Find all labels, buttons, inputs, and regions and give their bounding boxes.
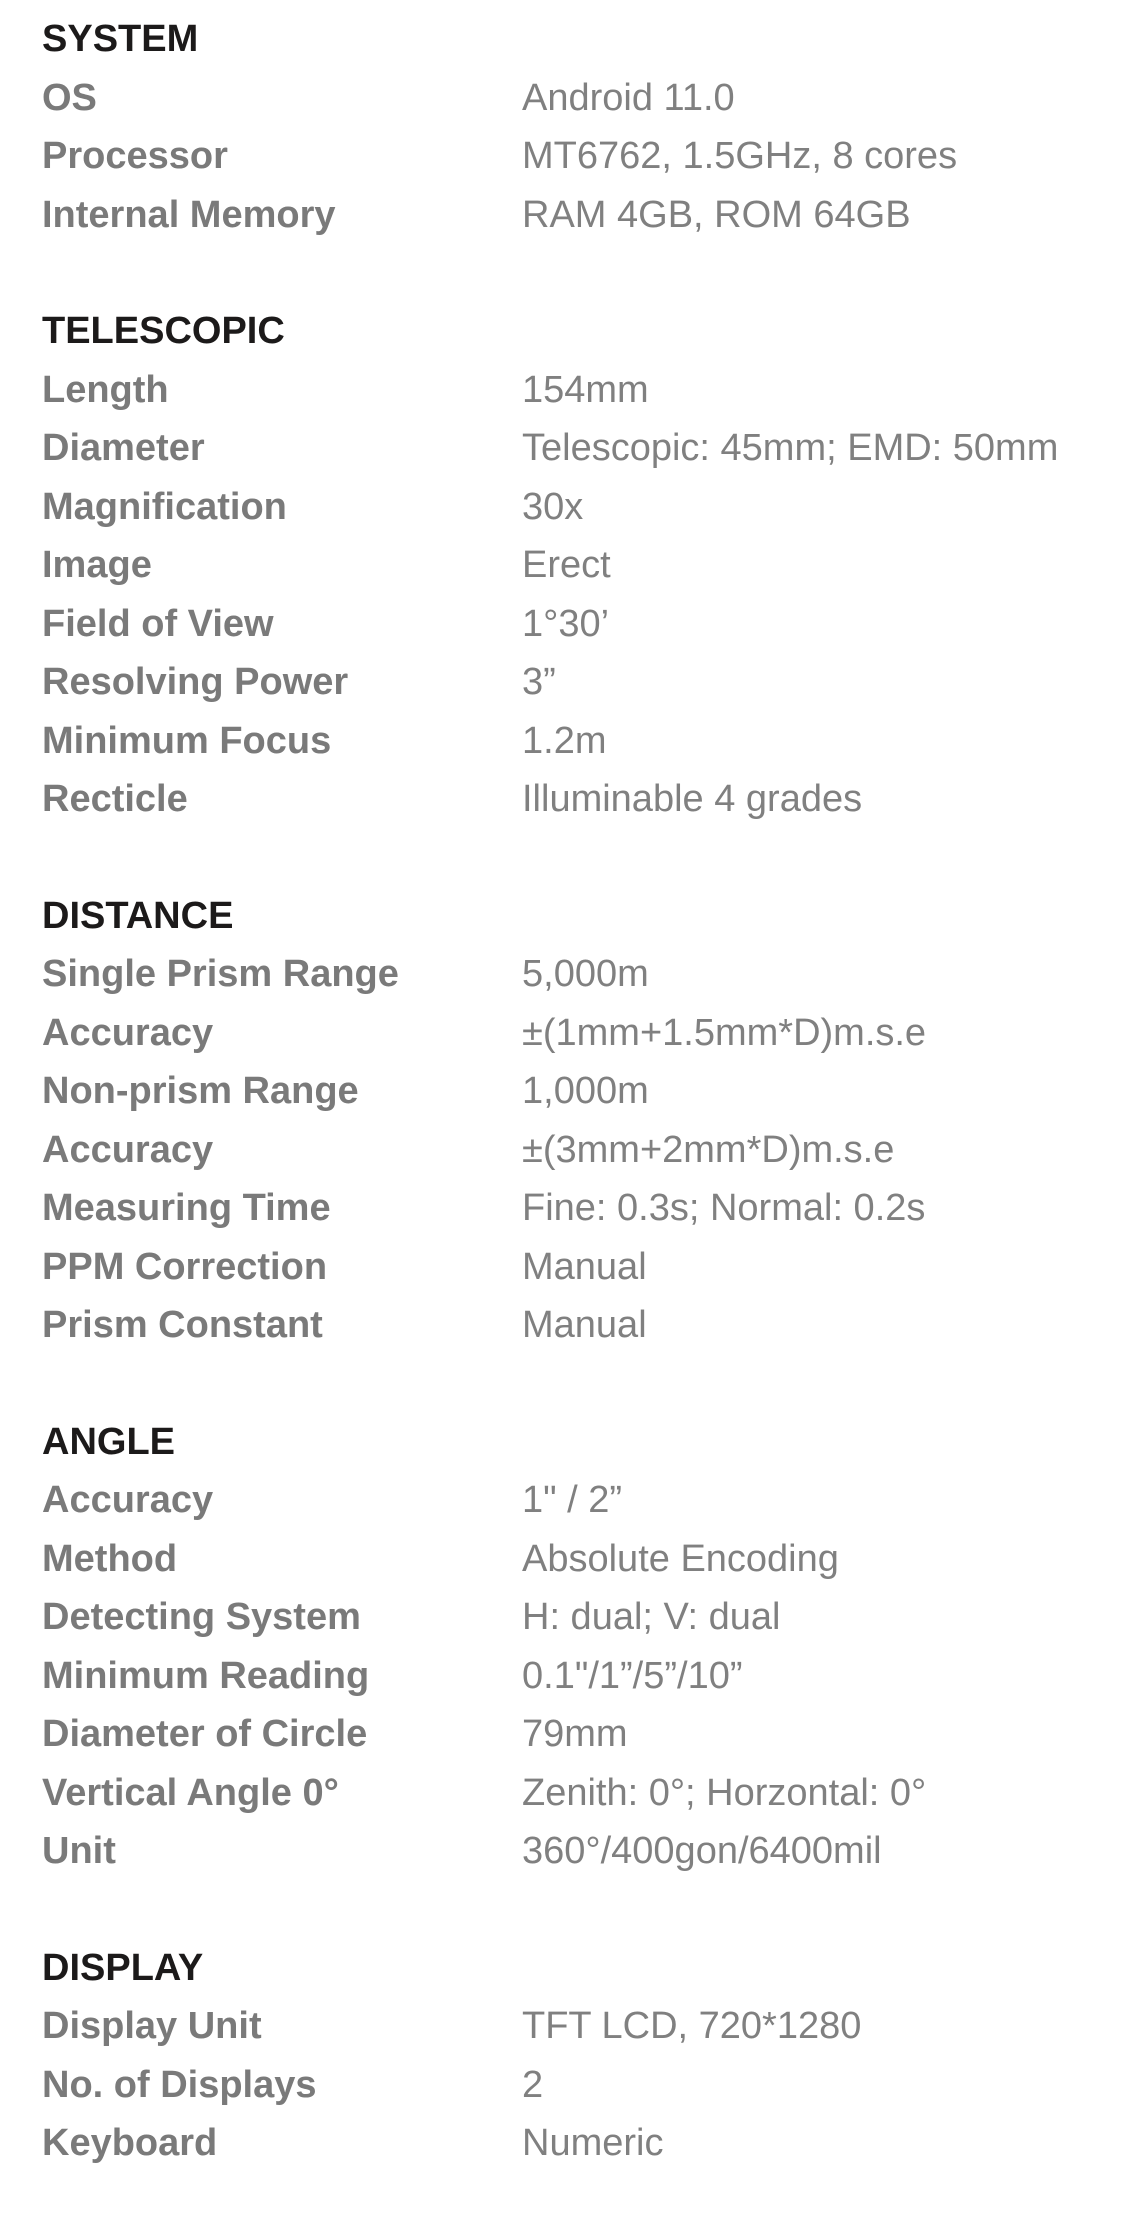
spec-value: 5,000m — [522, 953, 649, 995]
spec-label: Unit — [42, 1830, 116, 1872]
spec-row-diameter — [42, 419, 1122, 478]
spec-value: 1" / 2” — [522, 1479, 623, 1521]
spec-row-minimum-reading — [42, 1647, 1122, 1706]
spec-label: Image — [42, 544, 152, 586]
spec-value: 154mm — [522, 368, 649, 411]
section-title: ANGLE — [42, 1420, 175, 1463]
spec-sheet — [42, 10, 1122, 2231]
spec-label: Accuracy — [42, 1011, 214, 1054]
section-title: SYSTEM — [42, 18, 199, 60]
spec-row-number-of-displays — [42, 2056, 1122, 2115]
spec-row-ppm-correction — [42, 1238, 1122, 1297]
spec-label: Accuracy — [42, 1479, 214, 1521]
spec-value: H: dual; V: dual — [522, 1596, 781, 1638]
spec-label: Magnification — [42, 485, 287, 528]
spec-label: Diameter — [42, 427, 205, 469]
spec-row-non-prism-range — [42, 1062, 1122, 1121]
spec-value: 1.2m — [522, 719, 607, 762]
spec-label: OS — [42, 76, 97, 119]
spec-value: Erect — [522, 544, 611, 586]
spec-row-os — [42, 69, 1122, 128]
spec-value: Manual — [522, 1304, 647, 1346]
spec-label: No. of Displays — [42, 2063, 317, 2106]
section-title: TELESCOPIC — [42, 310, 285, 352]
spec-row-vertical-angle — [42, 1764, 1122, 1823]
spec-value: 360°/400gon/6400mil — [522, 1830, 882, 1872]
spec-row-display-unit — [42, 1997, 1122, 2056]
spec-label: Minimum Focus — [42, 719, 332, 762]
spec-value: Numeric — [522, 2122, 664, 2164]
spec-value: 1°30’ — [522, 602, 610, 645]
spec-value: 1,000m — [522, 1070, 649, 1112]
spec-label: Detecting System — [42, 1596, 361, 1638]
spec-row-recticle — [42, 770, 1122, 829]
section-title: DISTANCE — [42, 894, 234, 937]
spec-label: Length — [42, 368, 169, 411]
spec-label: Field of View — [42, 602, 274, 645]
spec-row-minimum-focus — [42, 712, 1122, 771]
spec-label: Method — [42, 1537, 178, 1580]
spec-label: Measuring Time — [42, 1187, 331, 1229]
section-title: DISPLAY — [42, 1946, 204, 1989]
spec-label: Resolving Power — [42, 661, 349, 703]
section-telescopic — [42, 302, 1122, 829]
section-distance — [42, 887, 1122, 1355]
spec-row-angle-accuracy — [42, 1471, 1122, 1530]
spec-value: 79mm — [522, 1713, 628, 1755]
spec-row-unit — [42, 1822, 1122, 1881]
spec-row-field-of-view — [42, 595, 1122, 654]
spec-label: Keyboard — [42, 2122, 218, 2164]
spec-label: Internal Memory — [42, 193, 336, 236]
spec-row-single-prism-range — [42, 945, 1122, 1004]
spec-row-prism-constant — [42, 1296, 1122, 1355]
spec-row-length — [42, 361, 1122, 420]
spec-value: Telescopic: 45mm; EMD: 50mm — [522, 427, 1059, 469]
spec-value: Illuminable 4 grades — [522, 778, 863, 820]
spec-label: Processor — [42, 135, 228, 177]
section-display — [42, 1939, 1122, 2173]
spec-row-non-prism-accuracy — [42, 1121, 1122, 1180]
spec-label: Accuracy — [42, 1128, 214, 1171]
spec-value: 2 — [522, 2063, 544, 2106]
spec-value: ±(3mm+2mm*D)m.s.e — [522, 1128, 895, 1171]
spec-value: Fine: 0.3s; Normal: 0.2s — [522, 1187, 926, 1229]
spec-value: Zenith: 0°; Horzontal: 0° — [522, 1771, 927, 1814]
spec-label: Display Unit — [42, 2005, 262, 2047]
spec-row-keyboard — [42, 2114, 1122, 2173]
spec-value: RAM 4GB, ROM 64GB — [522, 193, 911, 236]
spec-row-diameter-of-circle — [42, 1705, 1122, 1764]
spec-row-magnification — [42, 478, 1122, 537]
spec-value: 30x — [522, 485, 584, 528]
spec-value: Manual — [522, 1245, 647, 1288]
section-system — [42, 10, 1122, 244]
spec-label: Prism Constant — [42, 1304, 323, 1346]
spec-row-prism-accuracy — [42, 1004, 1122, 1063]
spec-label: Vertical Angle 0° — [42, 1771, 339, 1814]
spec-value: ±(1mm+1.5mm*D)m.s.e — [522, 1011, 927, 1054]
spec-value: TFT LCD, 720*1280 — [522, 2005, 862, 2047]
spec-row-internal-memory — [42, 186, 1122, 245]
spec-label: Diameter of Circle — [42, 1713, 368, 1755]
spec-label: Minimum Reading — [42, 1654, 370, 1697]
spec-value: MT6762, 1.5GHz, 8 cores — [522, 135, 958, 177]
spec-value: 3” — [522, 661, 556, 703]
spec-label: Single Prism Range — [42, 953, 399, 995]
section-angle — [42, 1413, 1122, 1881]
spec-row-processor — [42, 127, 1122, 186]
spec-row-resolving-power — [42, 653, 1122, 712]
spec-label: Non-prism Range — [42, 1070, 359, 1112]
spec-value: Absolute Encoding — [522, 1537, 839, 1580]
spec-row-detecting-system — [42, 1588, 1122, 1647]
spec-row-method — [42, 1530, 1122, 1589]
spec-label: Recticle — [42, 778, 188, 820]
spec-label: PPM Correction — [42, 1245, 328, 1288]
spec-row-image — [42, 536, 1122, 595]
spec-row-measuring-time — [42, 1179, 1122, 1238]
spec-value: Android 11.0 — [522, 76, 735, 119]
spec-value: 0.1"/1”/5”/10” — [522, 1654, 743, 1697]
